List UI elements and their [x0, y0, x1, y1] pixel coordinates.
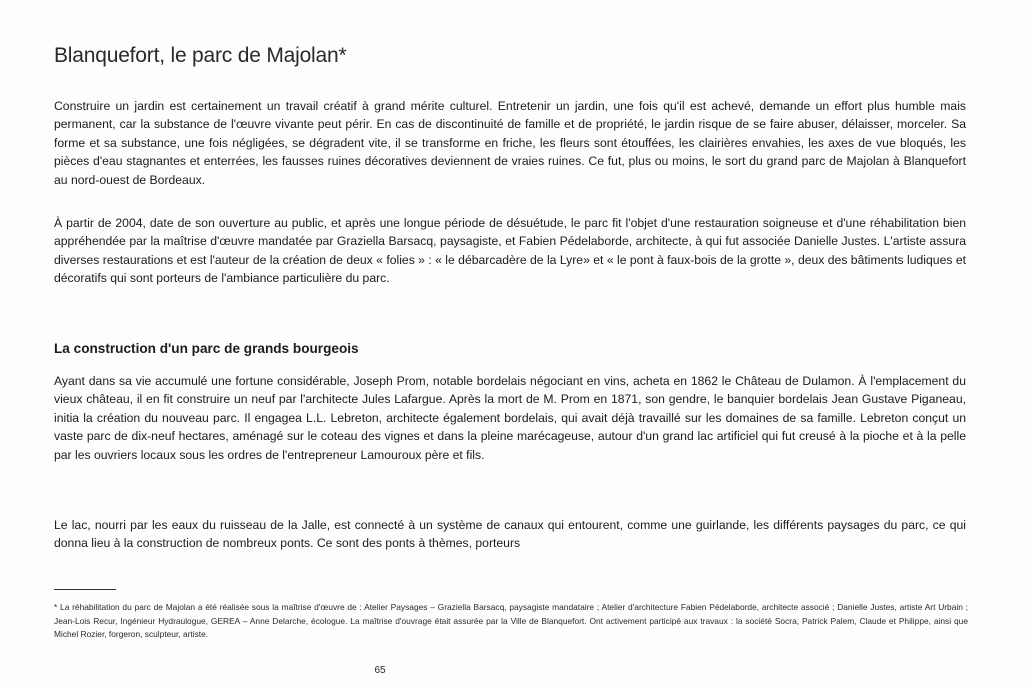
page-number: 65: [374, 665, 386, 676]
paragraph-1: Construire un jardin est certainement un travail créatif à grand mérite culturel. Entretenir un jardin, une fois qu'il est achevé, demande un effort plus humble mais permanent, car la substance de l'œuvre vivante peut périr. En cas de discontinuité de famille et de propriété, le jardin risque de se faire abuser, délaisser, morceler. Sa forme et sa substance, une fois négligées, se dégradent vite, il se transforme en friche, les fleurs sont étouffées, les clairières envahies, les axes de vue bloqués, les pièces d'eau stagnantes et enterrées, les fausses ruines décoratives deviennent de vraies ruines. Ce fut, plus ou moins, le sort du grand parc de Majolan à Blanquefort au nord-ouest de Bordeaux.: [54, 99, 966, 187]
page-title: Blanquefort, le parc de Majolan*: [54, 44, 347, 67]
paragraph-3: Ayant dans sa vie accumulé une fortune considérable, Joseph Prom, notable bordelais négociant en vins, acheta en 1862 le Château de Dulamon. À l'emplacement du vieux château, il en fit construire un neuf par l'architecte Jules Lafargue. Après la mort de M. Prom en 1871, son gendre, le banquier bordelais Jean Gustave Piganeau, initia la création du nouveau parc. Il engagea L.L. Lebreton, architecte également bordelais, qui avait déjà travaillé sur les domaines de sa famille. Lebreton conçut un vaste parc de dix-neuf hectares, aménagé sur le coteau des vignes et dans la pleine marécageuse, autour d'un grand lac artificiel qui fut creusé à la pioche et à la pelle par les ouvriers locaux sous les ordres de l'entrepreneur Lamouroux père et fils.: [54, 374, 966, 462]
footnote-divider: [54, 589, 116, 590]
paragraph-4: Le lac, nourri par les eaux du ruisseau de la Jalle, est connecté à un système de canaux qui entourent, comme une guirlande, les différents paysages du parc, ce qui donna lieu à la construction de nombreux ponts. Ce sont des ponts à thèmes, porteurs: [54, 518, 966, 551]
paragraph-2: À partir de 2004, date de son ouverture au public, et après une longue période de désuétude, le parc fit l'objet d'une restauration soigneuse et d'une réhabilitation bien appréhendée par la maîtrise d'œuvre mandatée par Graziella Barsacq, paysagiste, et Fabien Pédelaborde, architecte, à qui fut associée Danielle Justes. L'artiste assura diverses restaurations et est l'auteur de la création de deux « folies » : « le débarcadère de la Lyre» et « le pont à faux-bois de la grotte », deux des bâtiments ludiques et décoratifs qui sont porteurs de l'ambiance particulière du parc.: [54, 216, 966, 286]
section-heading: La construction d'un parc de grands bourgeois: [54, 341, 359, 356]
footnote: * La réhabilitation du parc de Majolan a été réalisée sous la maîtrise d'œuvre de : Atelier Paysages – Graziella Barsacq, paysagiste mandataire ; Atelier d'architecture Fabien Pédelaborde, architecte associé ; Danielle Justes, artiste Art Urbain ; Jean-Lois Recur, Ingénieur Hydraulogue, GEREA – Anne Delarche, écologue. La maîtrise d'ouvrage était assurée par la Ville de Blanquefort. Ont activement participé aux travaux : la société Socra, Patrick Palem, Claude et Philippe, ainsi que Michel Rozier, forgeron, sculpteur, artiste.: [54, 602, 968, 640]
